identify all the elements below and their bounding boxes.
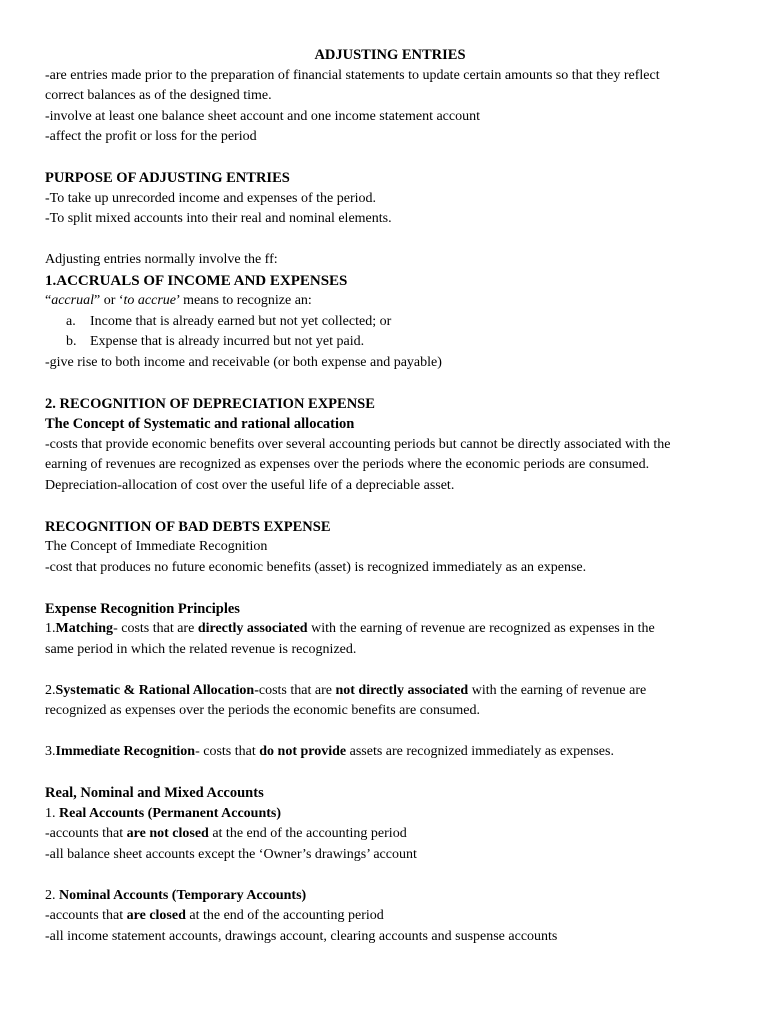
matching-principle — [45, 619, 735, 640]
real-accounts-line: -all balance sheet accounts except the ‘Owner’s drawings’ account — [45, 846, 417, 862]
principle-term: Immediate Recognition — [55, 744, 196, 759]
nominal-accounts-title — [45, 886, 735, 907]
purpose-line: -To split mixed accounts into their real and nominal elements. — [45, 211, 392, 226]
intro-line: correct balances as of the designed time. — [45, 88, 272, 103]
quote-mid: ” or ‘ — [93, 293, 124, 308]
definition-rest: means to recognize an: — [179, 293, 312, 308]
principle-emphasis: not directly associated — [335, 682, 469, 698]
accounts-heading: Real, Nominal and Mixed Accounts — [45, 785, 264, 801]
immediate-principle — [45, 742, 735, 763]
principles-heading: Expense Recognition Principles — [45, 600, 240, 617]
depreciation-line: Depreciation-allocation of cost over the useful life of a depreciable asset. — [45, 477, 455, 493]
spacer — [45, 373, 735, 394]
to-accrue-term: to accrue — [123, 293, 177, 308]
spacer — [45, 865, 735, 886]
principle-text: with the earning of revenue are recognized as expenses in the — [307, 621, 655, 636]
principle-text: assets are recognized immediately as expenses. — [346, 744, 614, 759]
principle-text: with the earning of revenue are — [468, 682, 647, 698]
account-text: -accounts that — [45, 908, 127, 923]
depreciation-subheading: The Concept of Systematic and rational allocation — [45, 416, 355, 432]
list-item-text: Expense that is already incurred but not yet paid. — [90, 334, 365, 349]
systematic-principle — [45, 681, 735, 702]
intro-line: -involve at least one balance sheet account and one income statement account — [45, 108, 480, 124]
list-item — [45, 312, 735, 333]
list-item-text: Income that is already earned but not yet collected; or — [90, 313, 392, 329]
accrual-definition — [45, 291, 735, 312]
principle-term: Systematic & Rational Allocation- — [55, 682, 259, 698]
spacer — [45, 660, 735, 681]
intro-line: -are entries made prior to the preparation of financial statements to update certain amounts so that they reflect — [45, 67, 660, 83]
real-accounts-line — [45, 824, 735, 845]
account-text: at the end of the accounting period — [208, 826, 407, 841]
principle-term: Matching — [55, 621, 114, 636]
bad-debts-subheading: The Concept of Immediate Recognition — [45, 539, 268, 554]
quote-open: “ — [45, 293, 52, 308]
account-emphasis: are closed — [126, 908, 186, 923]
principle-text: - costs that — [195, 744, 260, 759]
account-title: Real Accounts (Permanent Accounts) — [59, 805, 282, 821]
purpose-line: -To take up unrecorded income and expenses of the period. — [45, 190, 377, 206]
accrual-term: accrual — [51, 293, 94, 308]
principle-emphasis: do not provide — [259, 744, 347, 759]
account-number: 1. — [45, 805, 59, 821]
bad-debts-line: -cost that produces no future economic benefits (asset) is recognized immediately as an expense. — [45, 559, 587, 575]
list-marker: a. — [66, 313, 76, 329]
involve-text: Adjusting entries normally involve the ff: — [45, 252, 278, 267]
accruals-note: -give rise to both income and receivable (or both expense and payable) — [45, 354, 442, 370]
spacer — [45, 763, 735, 784]
account-text: -accounts that — [45, 826, 127, 841]
principle-number: 1. — [45, 621, 56, 636]
account-title: Nominal Accounts (Temporary Accounts) — [59, 887, 307, 903]
depreciation-line: earning of revenues are recognized as expenses over the periods where the economic periods are consumed. — [45, 457, 650, 472]
bad-debts-heading: RECOGNITION OF BAD DEBTS EXPENSE — [45, 518, 331, 535]
account-emphasis: are not closed — [126, 826, 209, 841]
systematic-principle-cont: recognized as expenses over the periods the economic benefits are consumed. — [45, 703, 480, 718]
accruals-heading: 1.ACCRUALS OF INCOME AND EXPENSES — [45, 272, 348, 289]
quote-close: ’ — [176, 293, 180, 308]
spacer — [45, 148, 735, 169]
spacer — [45, 230, 735, 251]
depreciation-line: -costs that provide economic benefits over several accounting periods but cannot be directly associated with the — [45, 436, 671, 452]
spacer — [45, 722, 735, 743]
list-marker: b. — [66, 334, 77, 349]
document-page — [45, 45, 735, 947]
real-accounts-title — [45, 804, 735, 825]
intro-line: -affect the profit or loss for the period — [45, 129, 257, 144]
principle-text: - costs that are — [113, 621, 198, 636]
principle-number: 2. — [45, 682, 56, 698]
nominal-accounts-line: -all income statement accounts, drawings account, clearing accounts and suspense accounts — [45, 928, 558, 944]
spacer — [45, 496, 735, 517]
purpose-heading: PURPOSE OF ADJUSTING ENTRIES — [45, 170, 290, 186]
account-text: at the end of the accounting period — [185, 908, 384, 923]
depreciation-heading: 2. RECOGNITION OF DEPRECIATION EXPENSE — [45, 395, 375, 412]
principle-number: 3. — [45, 744, 56, 759]
list-item — [45, 332, 735, 353]
spacer — [45, 578, 735, 599]
nominal-accounts-line — [45, 906, 735, 927]
principle-text: costs that are — [258, 682, 336, 698]
account-number: 2. — [45, 887, 59, 903]
page-title: ADJUSTING ENTRIES — [314, 47, 466, 63]
principle-emphasis: directly associated — [197, 621, 308, 636]
matching-principle-cont: same period in which the related revenue is recognized. — [45, 641, 357, 657]
